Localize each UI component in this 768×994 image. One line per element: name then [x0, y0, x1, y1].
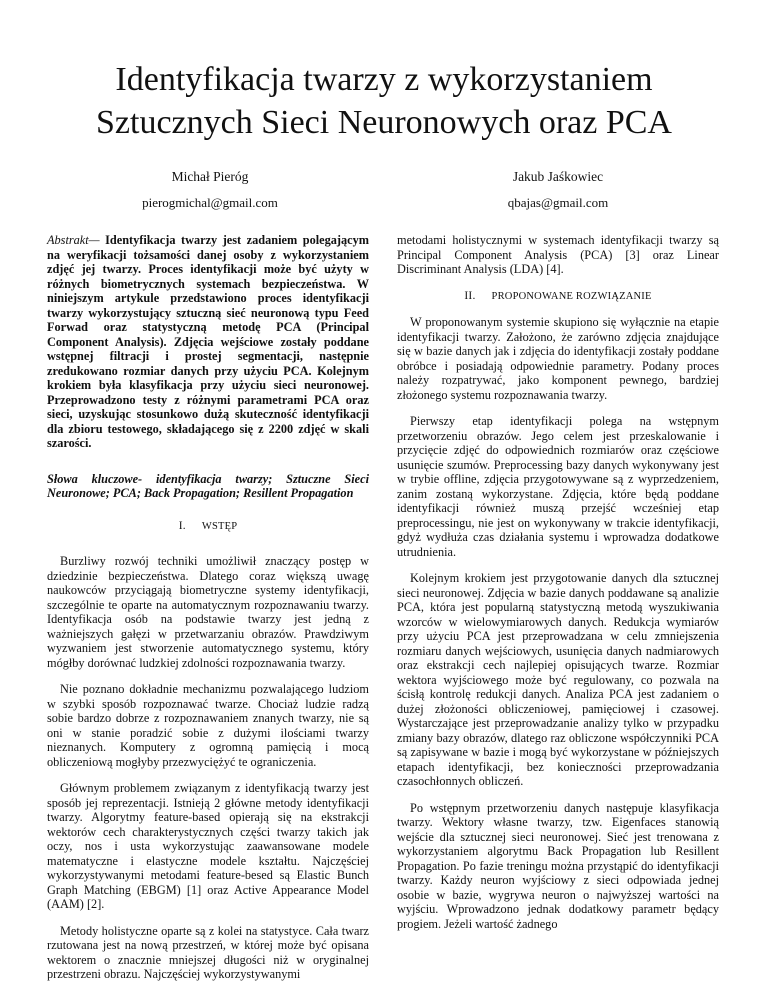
right-column — [397, 233, 719, 943]
author-email: qbajas@gmail.com — [507, 195, 609, 210]
paragraph: Metody holistyczne oparte są z kolei na statystyce. Cała twarz rzutowana jest na nową przestrzeń, w której może być opisana wektorem o znacznie mniejszej długości niż w oryginalnej przestrzeni obrazu. Najczęściej wykorzystywanymi — [47, 923, 369, 981]
author-block-1 — [60, 168, 360, 212]
section-title: PROPONOWANE ROZWIĄZANIE — [491, 290, 652, 302]
keywords-label: Słowa kluczowe- — [47, 471, 143, 486]
title-line-2: Sztucznych Sieci Neuronowych oraz PCA — [96, 104, 672, 141]
paragraph: Pierwszy etap identyfikacji polega na wstępnym przetworzeniu obrazów. Jego celem jest przeskalowanie i przycięcie zdjęć do odpowiednich rozmiarów oraz częściowe usunięcie szumów. Preprocessing bazy danych wykonywany jest w trybie offline, zdjęcia przygotowywane są z wyprzedzeniem, zanim zostaną wykorzystane. Zdjęcia, które będą poddane identyfikacji również muszą przejść wcześniej etap preprocessingu, nie jest on wykonywany w trakcie identyfikacji, gdyż wydłuża czas działania systemu i wprowadza dodatkowe utrudnienia. — [397, 414, 719, 559]
section-heading-2 — [397, 289, 719, 305]
section-title: WSTĘP — [201, 520, 238, 532]
author-name: Michał Pieróg — [171, 169, 249, 184]
abstract — [47, 233, 369, 451]
keywords-text: identyfikacja twarzy; Sztuczne Sieci Neuronowe; PCA; Back Propagation; Resillent Propagation — [47, 471, 369, 500]
abstract-text: Identyfikacja twarzy jest zadaniem polegającym na weryfikacji tożsamości danej osoby z wykorzystaniem zdjęć jej twarzy. Proces identyfikacji może być użyty w różnych biometrycznych systemach bezpieczeństwa. W niniejszym artykule przedstawiono proces identyfikacji twarzy wykorzystujący sztuczną sieć neuronową typu Feed Forwad oraz statystyczną metodę PCA (Principal Component Analysis). Zdjęcia wejściowe zostały poddane wstępnej filtracji i prostej segmentacji, następnie zredukowano rozmiar danych przy użyciu PCA. Kolejnym krokiem była klasyfikacja przy użyciu sieci neuronowej. Przeprowadzono testy z różnymi parametrami PCA oraz sieci, uzyskując stosunkowo dużą skuteczność identyfikacji dla zbioru testowego, składającego się z 2200 zdjęć w skali szarości. — [47, 233, 369, 450]
paragraph: Nie poznano dokładnie mechanizmu pozwalającego ludziom w szybki sposób rozpoznawać twarze. Chociaż ludzie radzą sobie bardzo dobrze z rozpoznawaniem znanych twarzy, nie są oni w stanie poradzić sobie z dużymi ilościami twarzy nieznanych. Komputery z ogromną pamięcią i mocą obliczeniową mogłyby przezwyciężyć te ograniczenia. — [47, 682, 369, 769]
section-heading-1 — [47, 519, 369, 535]
paragraph: Po wstępnym przetworzeniu danych następuje klasyfikacja twarzy. Wektory własne twarzy, tzw. Eigenfaces stanowią wejście dla sztucznej sieci neuronowej. Sieć jest trenowana z wykorzystaniem algorytmu Back Propagation lub Resillent Propagation. Po fazie treningu można przystąpić do identyfikacji twarzy. Każdy neuron wyjściowy z sieci odpowiada jednej osobie w bazie, wygrywa neuron o najwyższej wartości na wyjściu. Wprowadzono jednak dodatkowy parametr będący progiem. Jeżeli wartość żadnego — [397, 800, 719, 931]
paragraph: metodami holistycznymi w systemach identyfikacji twarzy są Principal Component Analysis (PCA) [3] oraz Linear Discriminant Analysis (LDA) [4]. — [397, 233, 719, 276]
paragraph: Kolejnym krokiem jest przygotowanie danych dla sztucznej sieci neuronowej. Zdjęcia w bazie danych poddawane są analizie PCA, która jest popularną statystyczną metodą wyszukiwania wzorców w wielowymiarowych danych. Redukcja wymiarów przy użyciu PCA jest przeprowadzana w celu zmniejszenia rozmiaru danych wejściowych, usunięcia danych nadmiarowych oraz ekstrakcji cech najlepiej opisujących twarze. Rozmiar wektora wyjściowego może być regulowany, co pozwala na ścisłą kontrolę redukcji danych. Analiza PCA jest zadaniem o dużej złożoności obliczeniowej, pamięciowej i czasowej. Wystarczające jest przeprowadzanie analizy tylko w przypadku zmiany bazy obrazów, dlatego raz obliczone współczynniki PCA są zapisywane w bazie i mogą być wykorzystane w późniejszych etapach identyfikacji, bez konieczności przeprowadzania czasochłonnych obliczeń. — [397, 571, 719, 788]
title-line-1: Identyfikacja twarzy z wykorzystaniem — [115, 61, 653, 98]
paragraph: Głównym problemem związanym z identyfikacją twarzy jest sposób jej reprezentacji. Istnieją 2 główne metody identyfikacji twarzy. Algorytmy feature-based opierają się na ekstrakcji wektorów cech charakterystycznych części twarzy takich jak oczy, nos i usta wykorzystując zaawansowane modele matematyczne i elastyczne modele kształtu. Najczęściej wykorzystywanymi metodami feature-besed są Elastic Bunch Graph Matching (EBGM) [1] oraz Active Appearance Model (AAM) [2]. — [47, 781, 369, 911]
keywords — [47, 472, 369, 501]
paper-title — [40, 58, 728, 144]
abstract-label: Abstrakt— — [47, 233, 100, 247]
left-column — [47, 233, 369, 994]
author-email: pierogmichal@gmail.com — [142, 195, 278, 210]
author-block-2 — [408, 168, 708, 212]
author-name: Jakub Jaśkowiec — [512, 169, 604, 184]
section-number: II. — [464, 289, 476, 302]
paragraph: W proponowanym systemie skupiono się wyłącznie na etapie identyfikacji twarzy. Założono, że zarówno zdjęcia znajdujące się w bazie danych jak i zdjęcia do identyfikacji zostały poddane obróbce i posiadają odpowiednie parametry. Podany proces należy rozpatrywać, jako komponent pewnego, bardziej złożonego systemu rozpoznawania twarzy. — [397, 315, 719, 402]
paragraph: Burzliwy rozwój techniki umożliwił znaczący postęp w dziedzinie bezpieczeństwa. Dlatego coraz większą uwagę naukowców przyciągają biometryczne systemy identyfikacji, szczególnie te oparte na automatycznym rozpoznawaniu twarzy. Identyfikacja osób na podstawie twarzy jest jedną z ważniejszych gałęzi w przetwarzaniu obrazów. Prawdziwym wyzwaniem jest stworzenie automatycznego systemu, który mógłby dorównać ludzkiej zdolności rozpoznawania twarzy. — [47, 554, 369, 670]
section-number: I. — [178, 519, 186, 532]
